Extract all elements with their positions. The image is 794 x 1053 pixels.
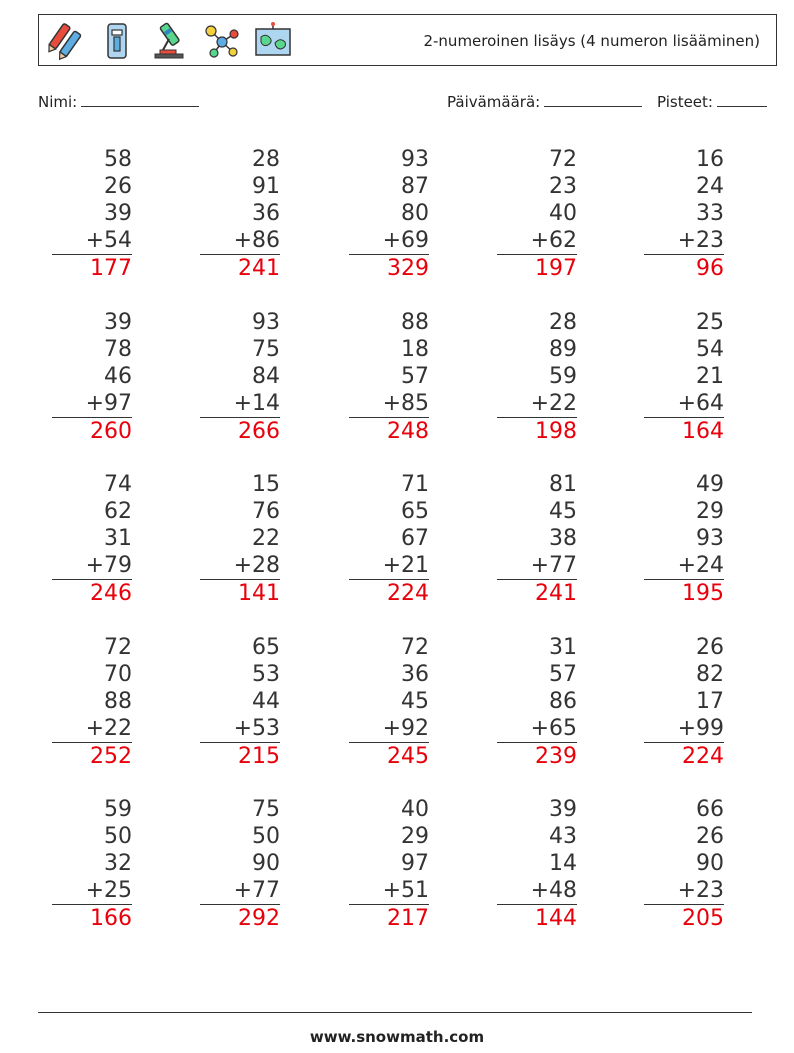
- addend-1: 74: [104, 472, 132, 497]
- addend-4: +85: [382, 391, 429, 416]
- addend-1: 49: [696, 472, 724, 497]
- answer: 224: [349, 579, 429, 607]
- addend-4: +22: [85, 716, 132, 741]
- map-icon: [253, 21, 293, 61]
- addend-2: 78: [104, 337, 132, 362]
- addend-2: 29: [696, 499, 724, 524]
- addend-1: 93: [252, 310, 280, 335]
- answer: 195: [644, 579, 724, 607]
- addend-1: 39: [549, 797, 577, 822]
- answer: 224: [644, 742, 724, 770]
- addend-1: 81: [549, 472, 577, 497]
- answer: 246: [52, 579, 132, 607]
- addend-3: 67: [401, 526, 429, 551]
- addend-1: 93: [401, 147, 429, 172]
- addend-4: +62: [530, 228, 577, 253]
- addend-4: +23: [677, 878, 724, 903]
- addend-4: +22: [530, 391, 577, 416]
- addend-2: 82: [696, 662, 724, 687]
- answer: 248: [349, 417, 429, 445]
- addend-1: 72: [104, 635, 132, 660]
- addend-4: +51: [382, 878, 429, 903]
- addend-2: 43: [549, 824, 577, 849]
- answer: 266: [200, 417, 280, 445]
- addend-2: 45: [549, 499, 577, 524]
- problem-1-3: [349, 146, 429, 282]
- microscope-icon: [149, 21, 189, 61]
- addend-4: +86: [233, 228, 280, 253]
- problem-1-1: [52, 146, 132, 282]
- addend-2: 76: [252, 499, 280, 524]
- problem-3-5: [644, 471, 724, 607]
- addend-3: 17: [696, 689, 724, 714]
- addend-3: 88: [104, 689, 132, 714]
- addend-3: 57: [401, 364, 429, 389]
- addend-1: 66: [696, 797, 724, 822]
- addend-4: +64: [677, 391, 724, 416]
- problem-2-1: [52, 309, 132, 445]
- problem-4-3: [349, 634, 429, 770]
- answer: 239: [497, 742, 577, 770]
- answer: 241: [497, 579, 577, 607]
- addend-4: +97: [85, 391, 132, 416]
- answer: 260: [52, 417, 132, 445]
- addend-2: 62: [104, 499, 132, 524]
- addend-1: 72: [549, 147, 577, 172]
- answer: 164: [644, 417, 724, 445]
- addend-2: 50: [104, 824, 132, 849]
- molecule-icon: [201, 21, 241, 61]
- addend-1: 26: [696, 635, 724, 660]
- addend-4: +99: [677, 716, 724, 741]
- name-label: Nimi:: [38, 93, 78, 111]
- addend-3: 84: [252, 364, 280, 389]
- addend-1: 88: [401, 310, 429, 335]
- problem-4-2: [200, 634, 280, 770]
- worksheet-header: [38, 14, 777, 66]
- addend-1: 58: [104, 147, 132, 172]
- score-field[interactable]: [657, 92, 767, 111]
- sharpener-icon: [97, 21, 137, 61]
- addend-2: 26: [696, 824, 724, 849]
- addend-3: 59: [549, 364, 577, 389]
- addend-4: +77: [530, 553, 577, 578]
- problem-2-2: [200, 309, 280, 445]
- addend-2: 53: [252, 662, 280, 687]
- addend-3: 90: [252, 851, 280, 876]
- date-field[interactable]: [447, 92, 642, 111]
- answer: 205: [644, 904, 724, 932]
- addend-4: +24: [677, 553, 724, 578]
- addend-2: 91: [252, 174, 280, 199]
- answer: 177: [52, 254, 132, 282]
- addend-3: 38: [549, 526, 577, 551]
- answer: 198: [497, 417, 577, 445]
- name-blank[interactable]: [81, 92, 199, 107]
- addend-1: 31: [549, 635, 577, 660]
- answer: 197: [497, 254, 577, 282]
- problem-3-4: [497, 471, 577, 607]
- problem-5-2: [200, 796, 280, 932]
- problem-1-5: [644, 146, 724, 282]
- addend-3: 80: [401, 201, 429, 226]
- addend-3: 31: [104, 526, 132, 551]
- addend-3: 22: [252, 526, 280, 551]
- addend-4: +65: [530, 716, 577, 741]
- problem-3-3: [349, 471, 429, 607]
- addend-3: 46: [104, 364, 132, 389]
- footer-site: www.snowmath.com: [309, 1028, 485, 1046]
- answer: 329: [349, 254, 429, 282]
- addend-4: +77: [233, 878, 280, 903]
- addend-4: +69: [382, 228, 429, 253]
- problem-3-1: [52, 471, 132, 607]
- addend-1: 75: [252, 797, 280, 822]
- answer: 96: [644, 254, 724, 282]
- answer: 241: [200, 254, 280, 282]
- addend-3: 90: [696, 851, 724, 876]
- addend-3: 39: [104, 201, 132, 226]
- addend-2: 24: [696, 174, 724, 199]
- addend-3: 93: [696, 526, 724, 551]
- addend-1: 28: [252, 147, 280, 172]
- score-label: Pisteet:: [657, 93, 713, 111]
- addend-4: +53: [233, 716, 280, 741]
- addend-2: 36: [401, 662, 429, 687]
- problem-2-4: [497, 309, 577, 445]
- addend-2: 65: [401, 499, 429, 524]
- addend-4: +21: [382, 553, 429, 578]
- answer: 245: [349, 742, 429, 770]
- addend-2: 50: [252, 824, 280, 849]
- problem-3-2: [200, 471, 280, 607]
- answer: 144: [497, 904, 577, 932]
- date-blank[interactable]: [544, 92, 642, 107]
- score-blank[interactable]: [717, 92, 767, 107]
- addend-3: 36: [252, 201, 280, 226]
- addend-2: 57: [549, 662, 577, 687]
- addend-4: +25: [85, 878, 132, 903]
- addend-3: 45: [401, 689, 429, 714]
- addend-2: 89: [549, 337, 577, 362]
- problem-1-4: [497, 146, 577, 282]
- footer-divider: [38, 1012, 752, 1013]
- addend-2: 18: [401, 337, 429, 362]
- addend-1: 28: [549, 310, 577, 335]
- problem-5-1: [52, 796, 132, 932]
- addend-2: 23: [549, 174, 577, 199]
- addend-2: 70: [104, 662, 132, 687]
- addend-1: 65: [252, 635, 280, 660]
- problem-4-5: [644, 634, 724, 770]
- addend-4: +23: [677, 228, 724, 253]
- addend-2: 87: [401, 174, 429, 199]
- addend-3: 40: [549, 201, 577, 226]
- addend-1: 15: [252, 472, 280, 497]
- addend-3: 86: [549, 689, 577, 714]
- addend-1: 25: [696, 310, 724, 335]
- answer: 215: [200, 742, 280, 770]
- problem-5-5: [644, 796, 724, 932]
- addend-3: 32: [104, 851, 132, 876]
- problem-2-3: [349, 309, 429, 445]
- addend-1: 16: [696, 147, 724, 172]
- addend-1: 39: [104, 310, 132, 335]
- date-label: Päivämäärä:: [447, 93, 541, 111]
- addend-2: 26: [104, 174, 132, 199]
- crayons-icon: [45, 21, 85, 61]
- addend-2: 75: [252, 337, 280, 362]
- addend-2: 29: [401, 824, 429, 849]
- addend-4: +92: [382, 716, 429, 741]
- addend-1: 71: [401, 472, 429, 497]
- problem-4-4: [497, 634, 577, 770]
- answer: 252: [52, 742, 132, 770]
- addend-1: 59: [104, 797, 132, 822]
- problem-1-2: [200, 146, 280, 282]
- answer: 141: [200, 579, 280, 607]
- worksheet-title: 2-numeroinen lisäys (4 numeron lisääminen): [423, 32, 760, 50]
- answer: 217: [349, 904, 429, 932]
- addend-3: 44: [252, 689, 280, 714]
- addend-1: 40: [401, 797, 429, 822]
- addend-4: +48: [530, 878, 577, 903]
- addend-3: 14: [549, 851, 577, 876]
- addend-3: 21: [696, 364, 724, 389]
- addend-4: +54: [85, 228, 132, 253]
- problem-2-5: [644, 309, 724, 445]
- header-icons: [45, 21, 293, 61]
- addend-4: +28: [233, 553, 280, 578]
- answer: 166: [52, 904, 132, 932]
- addend-3: 33: [696, 201, 724, 226]
- problem-5-3: [349, 796, 429, 932]
- problem-5-4: [497, 796, 577, 932]
- name-field[interactable]: [38, 92, 199, 111]
- addend-2: 54: [696, 337, 724, 362]
- problem-4-1: [52, 634, 132, 770]
- answer: 292: [200, 904, 280, 932]
- addend-3: 97: [401, 851, 429, 876]
- addend-4: +14: [233, 391, 280, 416]
- addend-1: 72: [401, 635, 429, 660]
- addend-4: +79: [85, 553, 132, 578]
